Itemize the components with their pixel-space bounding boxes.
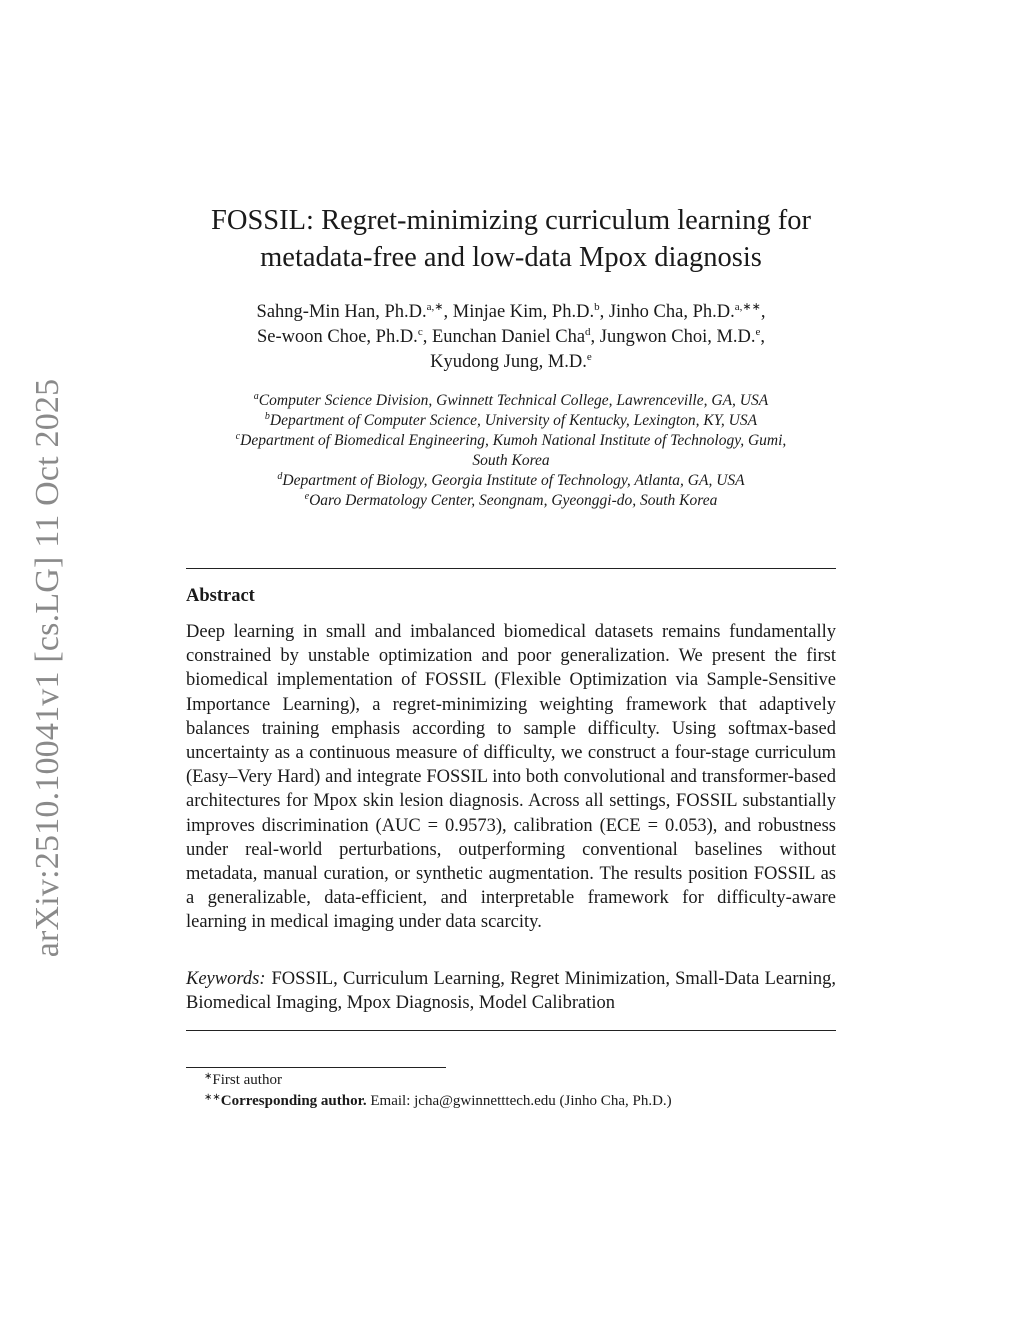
footnote-first-author: ∗First author [204,1071,282,1088]
author: Jungwon Choi, M.D.$^e$, [599,326,766,347]
keywords [186,967,836,1015]
footnote-corresponding-author: ∗∗Corresponding author. Email: jcha@gwinnetttech.edu (Jinho Cha, Ph.D.) [204,1092,672,1109]
author: Kyudong Jung, M.D.$^e$ [430,351,592,372]
affiliation-list [176,391,846,511]
author: Se-woon Choe, Ph.D.$^c$, [256,326,432,347]
author-list [186,300,836,375]
arxiv-identifier: arXiv:2510.10041v1 [cs.LG] 11 Oct 2025 [29,378,66,958]
abstract-top-rule [186,568,836,569]
corresponding-email: Email: jcha@gwinnetttech.edu (Jinho Cha, Ph.D.) [370,1093,672,1109]
footnote-rule [186,1067,446,1068]
author: Sahng-Min Han, Ph.D.$^{a,∗}$, [256,301,453,322]
affiliation: $^d$Department of Biology, Georgia Institute of Technology, Atlanta, GA, USA [277,471,745,489]
abstract-heading: Abstract [186,586,255,606]
affiliation: $^a$Computer Science Division, Gwinnett Technical College, Lawrenceville, GA, USA [253,391,769,409]
footnotes [204,1070,836,1112]
affiliation: $^e$Oaro Dermatology Center, Seongnam, Gyeonggi-do, South Korea [304,491,718,509]
title-line-2: metadata-free and low-data Mpox diagnosis [260,242,762,273]
author: Minjae Kim, Ph.D.$^b$, [452,301,609,322]
abstract-bottom-rule [186,1030,836,1031]
author: Eunchan Daniel Cha$^d$, [431,326,600,347]
author: Jinho Cha, Ph.D.$^{a,∗∗}$, [608,301,766,322]
abstract-body: Deep learning in small and imbalanced biomedical datasets remains fundamentally constrained by unstable optimization and poor generalization. We present the first biomedical implementation of FOSSIL (Flexible Optimization via Sample-Sensitive Importance Learning), a regret-minimizing weighting framework that adaptively balances training emphasis according to sample difficulty. Using softmax-based uncertainty as a continuous measure of difficulty, we construct a four-stage curriculum (Easy–Very Hard) and integrate FOSSIL into both convolutional and transformer-based architectures for Mpox skin lesion diagnosis. Across all settings, FOSSIL substantially improves discrimination (AUC = 0.9573), calibration (ECE = 0.053), and robustness under real-world perturbations, outperforming conventional baselines without metadata, manual curation, or synthetic augmentation. The results position FOSSIL as a generalizable, data-efficient, and interpretable framework for difficulty-aware learning in medical imaging under data scarcity. [186,622,836,933]
keywords-text: FOSSIL, Curriculum Learning, Regret Minimization, Small-Data Learning, Biomedical Imaging, Mpox Diagnosis, Model Calibration [186,969,836,1014]
keywords-label: Keywords: [186,969,266,989]
affiliation: $^b$Department of Computer Science, University of Kentucky, Lexington, KY, USA [264,411,758,429]
affiliation: $^c$Department of Biomedical Engineering, Kumoh National Institute of Technology, Gumi, South Korea [235,431,787,469]
title-line-1: FOSSIL: Regret-minimizing curriculum learning for [211,205,811,236]
paper-title [186,202,836,276]
